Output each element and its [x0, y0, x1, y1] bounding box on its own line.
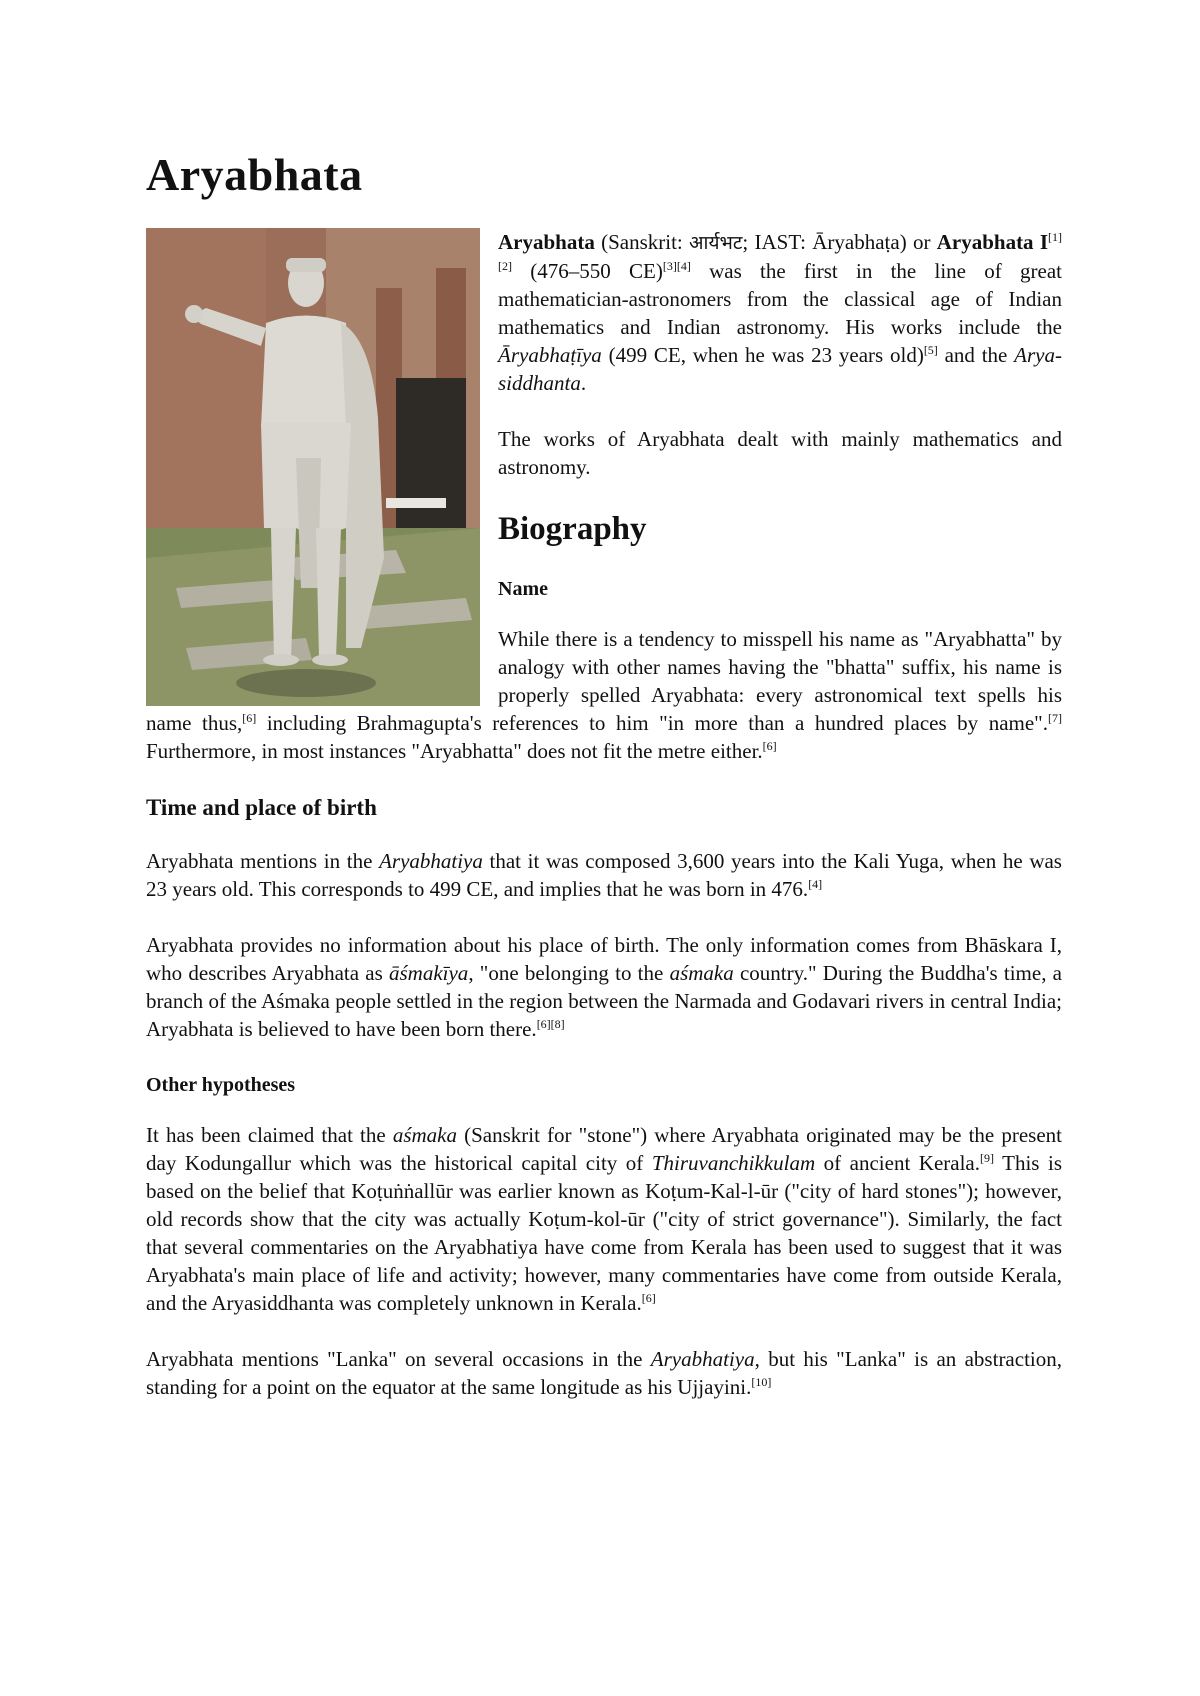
- time-place-heading: Time and place of birth: [146, 795, 377, 820]
- time-paragraph-1: [146, 847, 1062, 903]
- text-run: that it was composed 3,600 years into the Kali Yuga, when he was 23 years old. This corresponds to 499 CE, and implies that he was born in 476.: [146, 849, 1062, 901]
- text-run: , "one belonging to the: [468, 961, 670, 985]
- text-run: (Sanskrit:: [594, 230, 690, 254]
- citation-link[interactable]: [4]: [808, 877, 823, 891]
- biography-heading: Biography: [498, 511, 647, 547]
- citation-link[interactable]: [5]: [923, 343, 938, 357]
- other-paragraph-2: [146, 1345, 1062, 1401]
- citation-link[interactable]: [6][8]: [536, 1017, 565, 1031]
- page-title: Aryabhata: [146, 149, 363, 200]
- text-run: including Brahmagupta's references to him "in more than a hundred places by name".: [256, 711, 1049, 735]
- other-paragraph-1: [146, 1121, 1062, 1317]
- citation-link[interactable]: [6]: [242, 711, 257, 725]
- citation-link[interactable]: [10]: [751, 1375, 772, 1389]
- other-hypotheses-heading: Other hypotheses: [146, 1074, 296, 1096]
- place-name: Thiruvanchikkulam: [651, 1151, 816, 1175]
- time-paragraph-2: [146, 931, 1062, 1043]
- citation-link[interactable]: [1][2]: [498, 230, 1062, 273]
- text-run: While there is a tendency to misspell his name as "Aryabhatta" by analogy with other names having the "bhatta" suffix, his name is properly spelled Aryabhata: every astronomical text spells his name thus,: [146, 627, 1062, 735]
- subject-alt-name: Aryabhata I: [936, 230, 1048, 254]
- image-spacer: [146, 228, 498, 708]
- citation-link[interactable]: [7]: [1048, 711, 1063, 725]
- text-run: (499 CE, when he was 23 years old): [601, 343, 924, 367]
- works-paragraph: The works of Aryabhata dealt with mainly mathematics and astronomy.: [498, 427, 1062, 479]
- subject-name: Aryabhata: [498, 230, 595, 254]
- text-run: .: [580, 371, 587, 395]
- work-title: Aryabhatiya: [379, 849, 483, 873]
- citation-link[interactable]: [3][4]: [662, 259, 691, 273]
- text-run: This is based on the belief that Koṭuṅṅallūr was earlier known as Koṭum-Kal-l-ūr ("city of hard stones"); however, old records show that the city was actually Koṭum-kol-ūr ("city of strict governance"). Similarly, the fact that several commentaries on the Aryabhatiya have come from Kerala has been used to suggest that it was Aryabhata's main place of life and activity; however, many commentaries have come from outside Kerala, and the Aryasiddhanta was completely unknown in Kerala.: [146, 1151, 1062, 1315]
- text-run: country." During the Buddha's time, a branch of the Aśmaka people settled in the region between the Narmada and Godavari rivers in central India; Aryabhata is believed to have been born there.: [146, 961, 1063, 1041]
- text-run: Aryabhata provides no information about his place of birth. The only information comes from Bhāskara I, who describes Aryabhata as: [146, 933, 1062, 985]
- text-run: and the: [937, 343, 1015, 367]
- text-run: Aryabhata mentions in the: [146, 849, 380, 873]
- text-run: of ancient Kerala.: [815, 1151, 980, 1175]
- devanagari-name: आर्यभट: [689, 232, 743, 254]
- name-heading: Name: [498, 578, 548, 600]
- text-run: ; IAST: Āryabhaṭa) or: [742, 230, 937, 254]
- text-run: , but his "Lanka" is an abstraction, standing for a point on the equator at the same longitude as his Ujjayini.: [146, 1347, 1062, 1399]
- citation-link[interactable]: [6]: [762, 739, 777, 753]
- work-title: Arya-siddhanta: [498, 343, 1062, 395]
- text-run: (Sanskrit for "stone") where Aryabhata originated may be the present day Kodungallur which was the historical capital city of: [146, 1123, 1062, 1175]
- citation-link[interactable]: [6]: [641, 1291, 656, 1305]
- text-run: Aryabhata mentions "Lanka" on several occasions in the: [146, 1347, 651, 1371]
- sanskrit-term: aśmaka: [392, 1123, 457, 1147]
- article-body: [146, 228, 1062, 1429]
- text-run: was the first in the line of great mathematician-astronomers from the classical age of Indian mathematics and Indian astronomy. His works include the: [498, 259, 1062, 339]
- work-title: Aryabhatiya: [650, 1347, 755, 1371]
- citation-link[interactable]: [9]: [980, 1151, 994, 1165]
- text-run: Furthermore, in most instances "Aryabhatta" does not fit the metre either.: [146, 739, 763, 763]
- sanskrit-term: aśmaka: [669, 961, 734, 985]
- sanskrit-term: āśmakīya: [388, 961, 469, 985]
- text-run: (476–550 CE): [512, 259, 663, 283]
- text-run: It has been claimed that the: [146, 1123, 393, 1147]
- work-title: Āryabhaṭīya: [498, 343, 602, 367]
